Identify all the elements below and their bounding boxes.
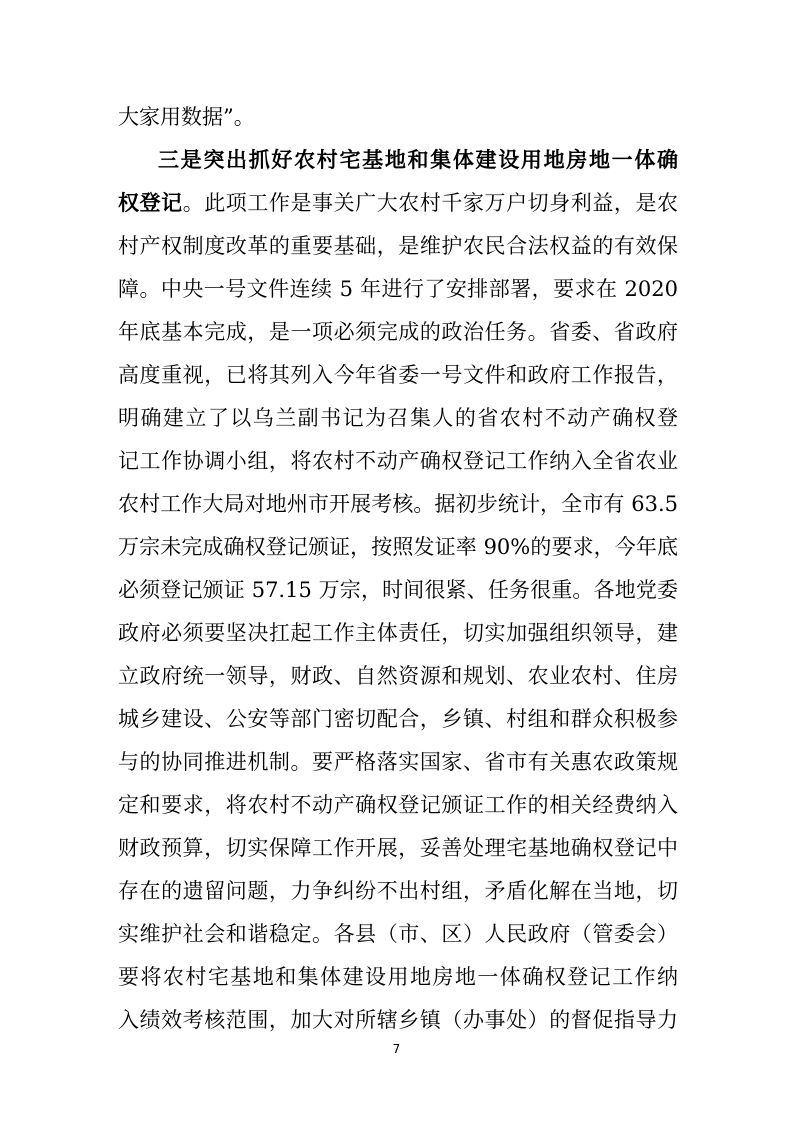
text-line bbox=[118, 361, 678, 391]
text-line bbox=[118, 189, 678, 219]
section-heading: 三是突出抓好农村宅基地和集体建设用地房地一体确 bbox=[158, 147, 678, 172]
line-text: 农村工作大局对地州市开展考核。据初步统计，全市有 63.5 bbox=[118, 492, 678, 516]
line-text: 入绩效考核范围，加大对所辖乡镇（办事处）的督促指导力 bbox=[118, 1008, 678, 1032]
text-line bbox=[118, 791, 678, 821]
line-text: 定和要求，将农村不动产确权登记颁证工作的相关经费纳入 bbox=[118, 793, 678, 817]
text-line bbox=[158, 146, 678, 176]
line-text: 实维护社会和谐稳定。各县（市、区）人民政府（管委会） bbox=[118, 922, 678, 946]
line-text: 记工作协调小组，将农村不动产确权登记工作纳入全省农业 bbox=[118, 449, 678, 473]
text-line bbox=[118, 576, 678, 606]
line-text: 年底基本完成，是一项必须完成的政治任务。省委、省政府 bbox=[118, 320, 678, 344]
text-line bbox=[118, 404, 678, 434]
line-text: 立政府统一领导，财政、自然资源和规划、农业农村、住房 bbox=[118, 664, 678, 688]
line-text: 要将农村宅基地和集体建设用地房地一体确权登记工作纳 bbox=[118, 965, 678, 989]
text-line bbox=[118, 705, 678, 735]
page-number: 7 bbox=[392, 1042, 401, 1056]
text-line bbox=[118, 877, 678, 907]
line-text: 政府必须要坚决扛起工作主体责任，切实加强组织领导，建 bbox=[118, 621, 678, 645]
section-heading-continued: 权登记 bbox=[118, 190, 183, 215]
line-text: 必须登记颁证 57.15 万宗，时间很紧、任务很重。各地党委 bbox=[118, 578, 678, 602]
text-line bbox=[118, 619, 678, 649]
text-line bbox=[118, 275, 678, 305]
line-text: 明确建立了以乌兰副书记为召集人的省农村不动产确权登 bbox=[118, 406, 678, 430]
text-line bbox=[118, 963, 678, 993]
line-text: 村产权制度改革的重要基础，是维护农民合法权益的有效保 bbox=[118, 234, 678, 258]
line-text: 存在的遗留问题，力争纠纷不出村组，矛盾化解在当地，切 bbox=[118, 879, 678, 903]
text-line bbox=[118, 232, 678, 262]
text-line bbox=[118, 748, 678, 778]
text-line bbox=[118, 103, 678, 133]
text-line bbox=[118, 920, 678, 950]
text-line bbox=[118, 318, 678, 348]
line-text: 。此项工作是事关广大农村千家万户切身利益，是农 bbox=[182, 191, 679, 215]
text-line bbox=[118, 1006, 678, 1036]
text-line bbox=[118, 662, 678, 692]
line-text: 城乡建设、公安等部门密切配合，乡镇、村组和群众积极参 bbox=[118, 707, 678, 731]
text-line bbox=[118, 834, 678, 864]
text-line bbox=[118, 490, 678, 520]
line-text: 万宗未完成确权登记颁证，按照发证率 90%的要求，今年底 bbox=[118, 535, 678, 559]
line-text: 财政预算，切实保障工作开展，妥善处理宅基地确权登记中 bbox=[118, 836, 678, 860]
line-text: 高度重视，已将其列入今年省委一号文件和政府工作报告， bbox=[118, 363, 678, 387]
line-text: 障。中央一号文件连续 5 年进行了安排部署，要求在 2020 bbox=[118, 277, 678, 301]
line-text: 大家用数据”。 bbox=[118, 105, 255, 129]
text-line bbox=[118, 533, 678, 563]
line-text: 与的协同推进机制。要严格落实国家、省市有关惠农政策规 bbox=[118, 750, 678, 774]
text-line bbox=[118, 447, 678, 477]
